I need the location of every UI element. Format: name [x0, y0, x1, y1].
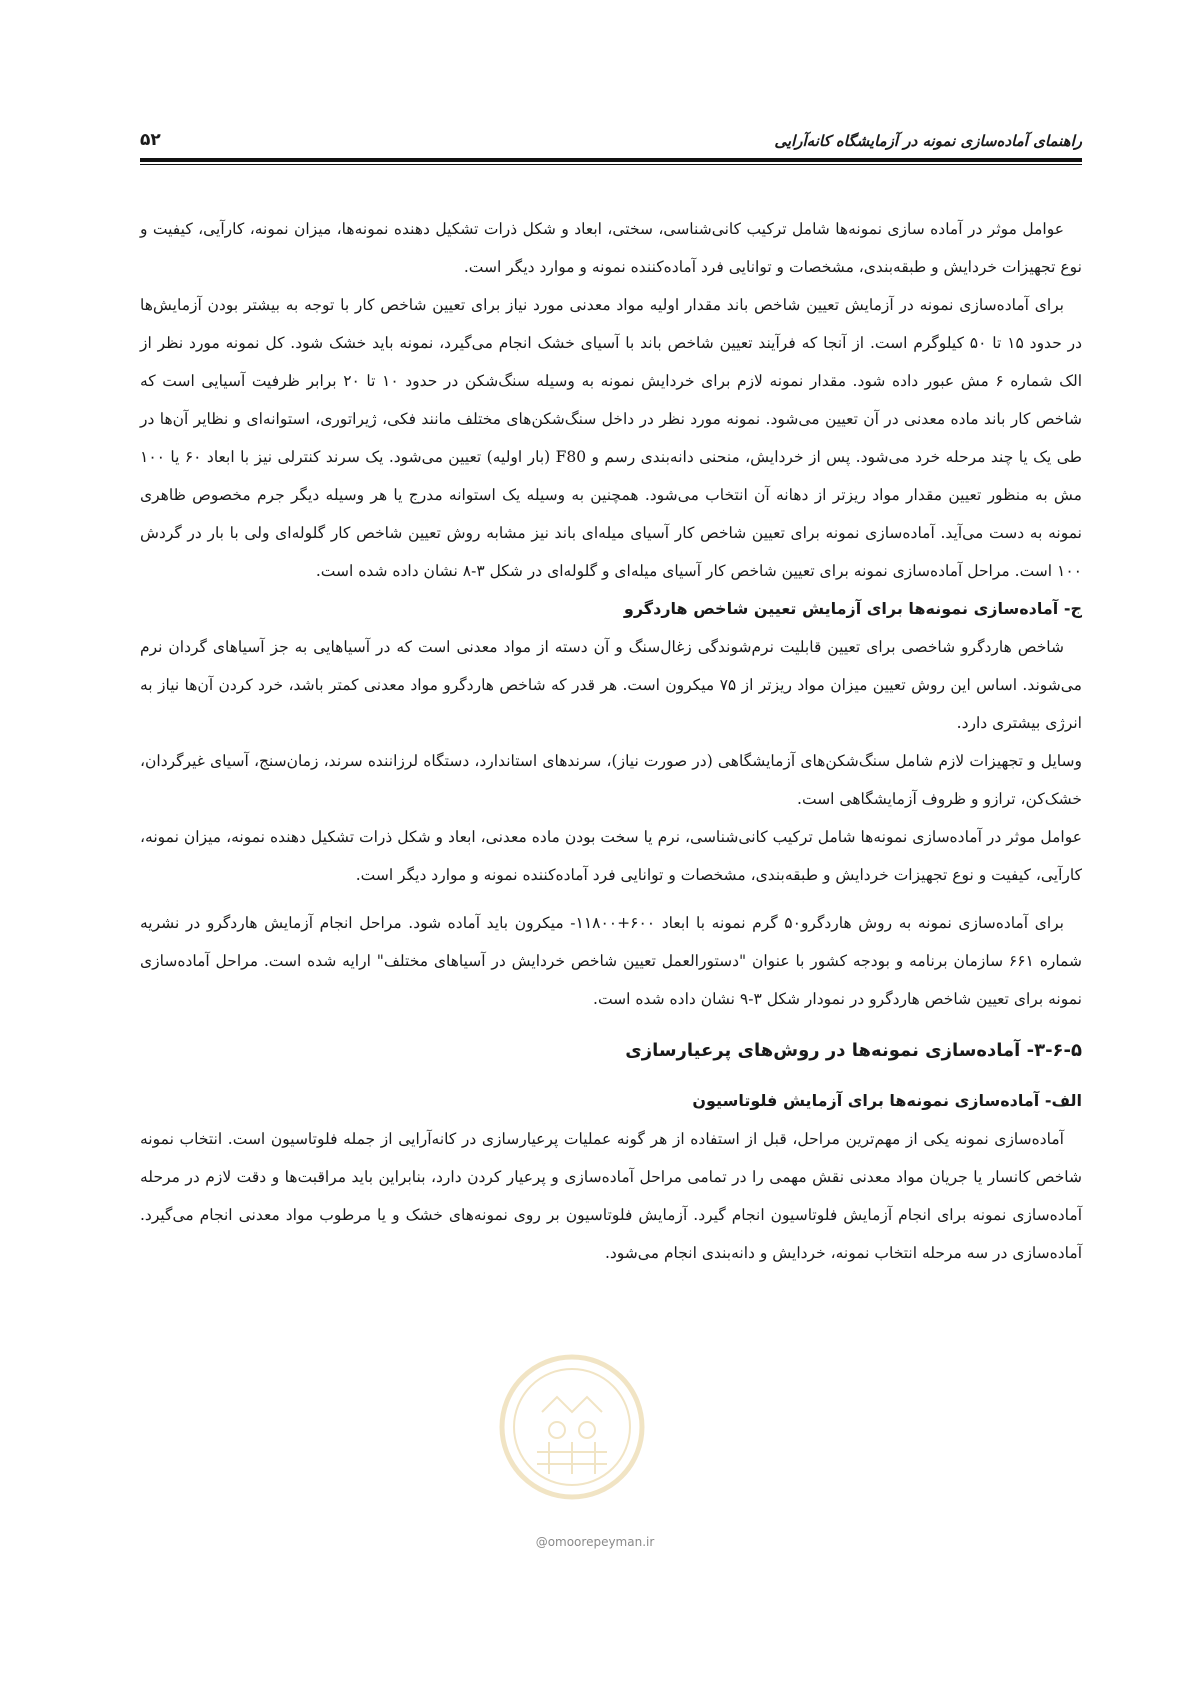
spacer — [140, 894, 1082, 904]
watermark-seal-icon — [497, 1352, 647, 1502]
footer-website: @omoorepeyman.ir — [535, 1535, 655, 1549]
paragraph: عوامل موثر در آماده سازی نمونه‌ها شامل ترکیب کانی‌شناسی، سختی، ابعاد و شکل ذرات تشکیل دهنده نمونه‌ها، میزان نمونه، کارآیی، کیفیت و نوع تجهیزات خردایش و طبقه‌بندی، مشخصات و توانایی فرد آماده‌کننده نمونه و موارد دیگر است. — [140, 220, 1082, 276]
subsection-heading: الف- آماده‌سازی نمونه‌ها برای آزمایش فلوتاسیون — [692, 1091, 1082, 1110]
paragraph: عوامل موثر در آماده‌سازی نمونه‌ها شامل ترکیب کانی‌شناسی، نرم یا سخت بودن ماده معدنی، ابعاد و شکل ذرات تشکیل دهنده نمونه، میزان نمونه، کارآیی، کیفیت و نوع تجهیزات خردایش و طبقه‌بندی، مشخصات و توانایی فرد آماده‌کننده نمونه و موارد دیگر است. — [140, 828, 1082, 884]
body-text — [140, 210, 1082, 1272]
header-rule-thick — [140, 158, 1082, 162]
paragraph: آماده‌سازی نمونه یکی از مهم‌ترین مراحل، قبل از استفاده از هر گونه عملیات پرعیارسازی در کانه‌آرایی از جمله فلوتاسیون است. انتخاب نمونه شاخص کانسار یا جریان مواد معدنی نقش مهمی را در تمامی مراحل آماده‌سازی و پرعیار کردن دارد، بنابراین باید مراقبت‌ها و دقت لازم در مرحله آماده‌سازی نمونه برای انجام آزمایش فلوتاسیون انجام گیرد. آزمایش فلوتاسیون بر روی نمونه‌های خشک و یا مرطوب مواد معدنی انجام می‌گیرد. آماده‌سازی در سه مرحله انتخاب نمونه، خردایش و دانه‌بندی انجام می‌شود. — [140, 1130, 1082, 1262]
paragraph: برای آماده‌سازی نمونه در آزمایش تعیین شاخص باند مقدار اولیه مواد معدنی مورد نیاز برای تعیین شاخص کار با توجه به بیشتر بودن آزمایش‌ها در حدود ۱۵ تا ۵۰ کیلوگرم است. از آنجا که فرآیند تعیین شاخص باند با آسیای خشک انجام می‌گیرد، نمونه باید خشک شود. کل نمونه مورد نظر از الک شماره ۶ مش عبور داده شود. مقدار نمونه لازم برای خردایش نمونه به وسیله سنگ‌شکن در حدود ۱۰ تا ۲۰ برابر ظرفیت آسیایی است که شاخص کار باند ماده معدنی در آن تعیین می‌شود. نمونه مورد نظر در داخل سنگ‌شکن‌های مختلف مانند فکی، ژیراتوری، استوانه‌ای و نظایر آن‌ها در طی یک یا چند مرحله خرد می‌شود. پس از خردایش، منحنی دانه‌بندی رسم و F80 (بار اولیه) تعیین می‌شود. یک سرند کنترلی نیز با ابعاد ۶۰ یا ۱۰۰ مش به منظور تعیین مقدار مواد ریزتر از دهانه آن انتخاب می‌شود. همچنین به وسیله یک استوانه مدرج یا هر وسیله دیگر جرم مخصوص ظاهری نمونه به دست می‌آید. آماده‌سازی نمونه برای تعیین شاخص کار آسیای میله‌ای باند نیز مشابه روش تعیین شاخص کار گلوله‌ای ولی با بار در گردش ۱۰۰ است. مراحل آماده‌سازی نمونه برای تعیین شاخص کار آسیای میله‌ای و گلوله‌ای در شکل ۳-۸ نشان داده شده است. — [140, 296, 1083, 580]
running-header — [140, 126, 1082, 162]
paragraph: برای آماده‌سازی نمونه به روش هاردگرو۵۰ گرم نمونه با ابعاد ۶۰۰+۱۱۸۰۰- میکرون باید آماده شود. مراحل انجام آزمایش هاردگرو در نشریه شماره ۶۶۱ سازمان برنامه و بودجه کشور با عنوان "دستورالعمل تعیین شاخص خردایش در آسیاهای مختلف" ارایه شده است. مراحل آماده‌سازی نمونه برای تعیین شاخص هاردگرو در نمودار شکل ۳-۹ نشان داده شده است. — [140, 914, 1082, 1008]
subsection-heading: ج- آماده‌سازی نمونه‌ها برای آزمایش تعیین شاخص هاردگرو — [623, 599, 1082, 618]
paragraph: وسایل و تجهیزات لازم شامل سنگ‌شکن‌های آزمایشگاهی (در صورت نیاز)، سرندهای استاندارد، دستگاه لرزاننده سرند، زمان‌سنج، آسیای غیرگردان، خشک‌کن، ترازو و ظروف آزمایشگاهی است. — [140, 752, 1082, 808]
paragraph: شاخص هاردگرو شاخصی برای تعیین قابلیت نرم‌شوندگی زغال‌سنگ و آن دسته از مواد معدنی است که در آسیاهایی به جز آسیاهای گردان نرم می‌شوند. اساس این روش تعیین میزان مواد ریزتر از ۷۵ میکرون است. هر قدر که شاخص هاردگرو مواد معدنی کمتر باشد، خرد کردن آن‌ها نیاز به انرژی بیشتری دارد. — [140, 638, 1082, 732]
section-heading: ۳-۶-۵- آماده‌سازی نمونه‌ها در روش‌های پرعیارسازی — [625, 1040, 1082, 1061]
header-rule-thin — [140, 164, 1082, 165]
page-number: ۵۲ — [140, 130, 161, 150]
header-title: راهنمای آماده‌سازی نمونه در آزمایشگاه کانه‌آرایی — [774, 132, 1082, 150]
